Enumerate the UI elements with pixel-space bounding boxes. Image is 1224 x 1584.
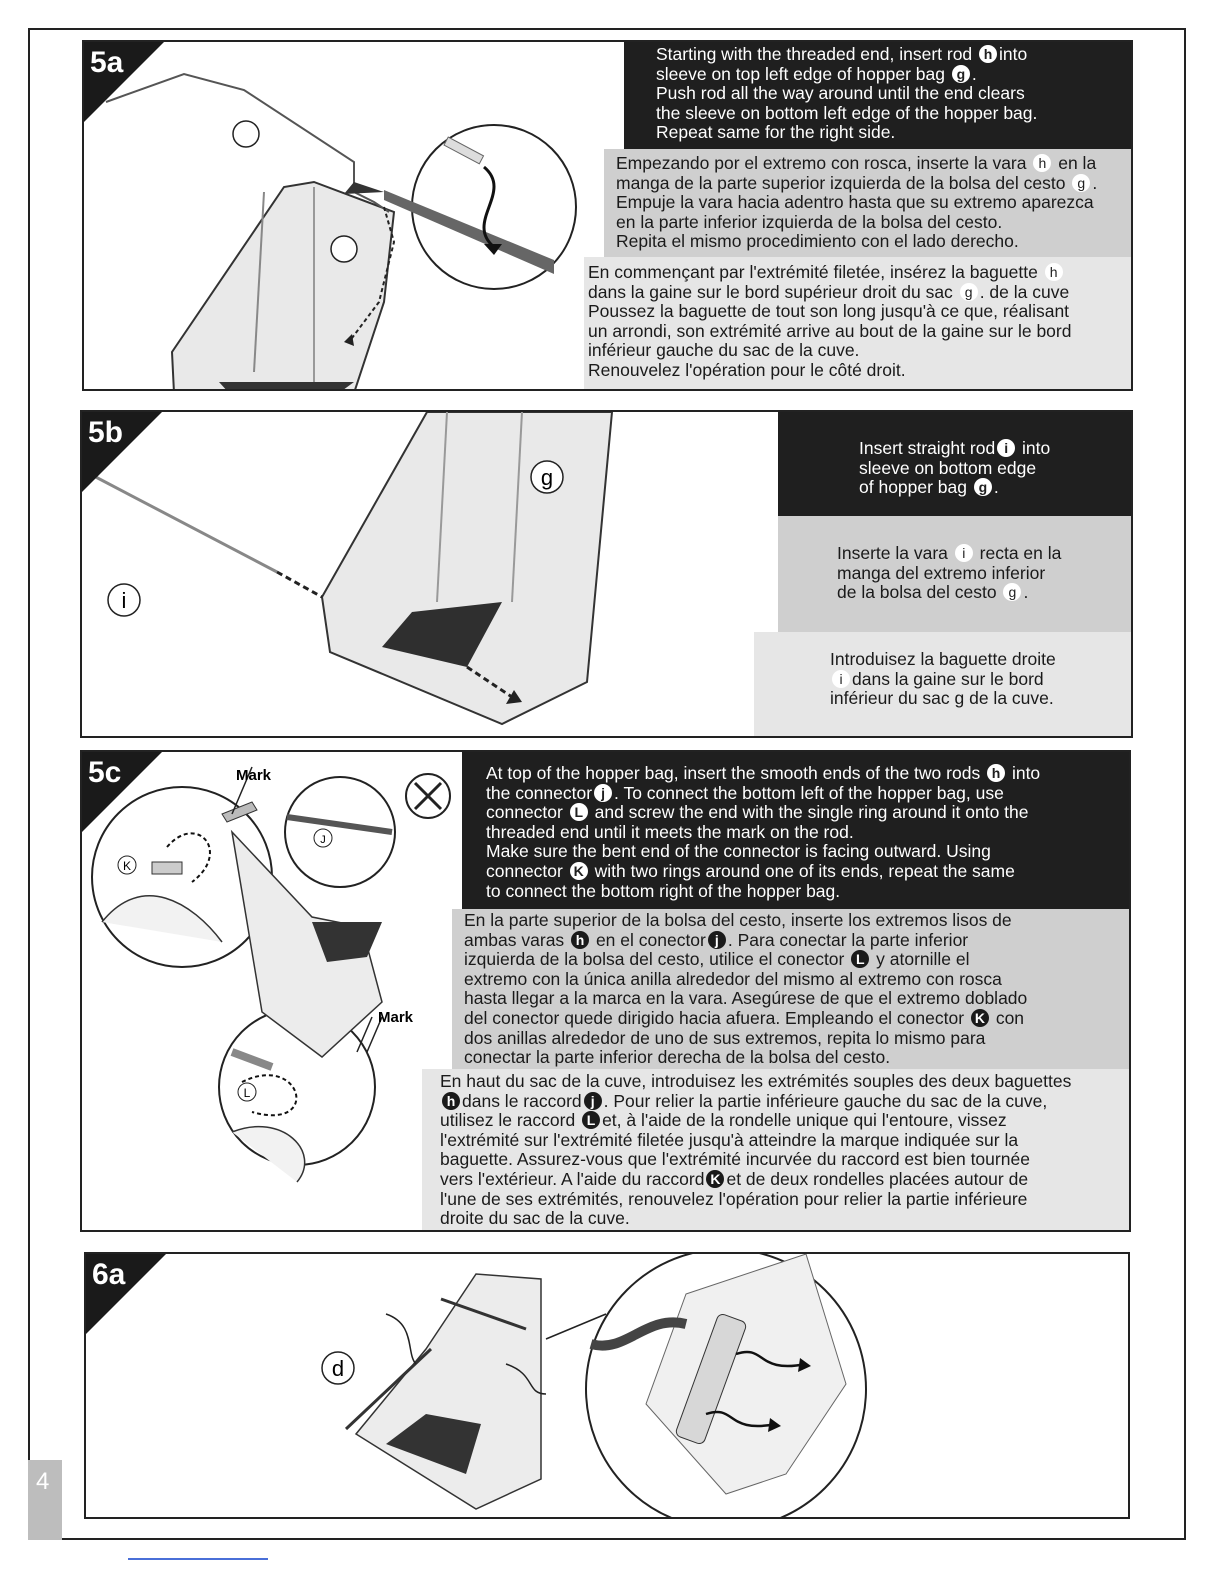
mark-label-top: Mark — [236, 767, 272, 784]
step-5c-label: 5c — [88, 756, 122, 789]
callout-circle-top — [233, 121, 259, 147]
step-5a-text-en: Starting with the threaded end, insert rod h into sleeve on top left edge of hopper bag g . Push rod all the way around until the end clears the sleeve on bottom left edge of the hopper bag. Repeat same for the right side. — [624, 42, 1133, 149]
step-5c-text-es: En la parte superior de la bolsa del cesto, inserte los extremos lisos de ambas varas h en el conector j . Para conectar la parte inferior izquierda de la bolsa del cesto, utilice el conector L y atornille el extremo con la única anilla alrededor del mismo al extremo con rosca hasta llegar a la marca en la vara. Asegúrese de que el extremo doblado del conector quede dirigido hacia afuera. Empleando el conector K con dos anillas alrededor de uno de sus extremos, repita lo mismo para conectar la parte inferior derecha de la bolsa del cesto. — [452, 909, 1131, 1069]
step-5b-label: 5b — [88, 416, 124, 449]
step-6a-illustration — [86, 1254, 1130, 1519]
callout-circle-bag — [331, 236, 357, 262]
bag-g-badge: g — [952, 65, 970, 83]
mark-label-bottom: Mark — [378, 1009, 414, 1026]
step-5a-text-es: Empezando por el extremo con rosca, inserte la vara h en la manga de la parte superior izquierda de la bolsa del cesto g . Empuje la vara hacia adentro hasta que su extremo aparezca en la parte inferior izquierda de la bolsa del cesto. Repita el mismo procedimiento con el lado derecho. — [604, 149, 1133, 257]
callout-l-label: L — [243, 1086, 251, 1100]
rod-h-badge: h — [979, 45, 997, 63]
step-5b-text-fr: Introduisez la baguette droite i dans la gaine sur le bord inférieur du sac g de la cuve. — [754, 632, 1133, 738]
callout-j-label: J — [320, 834, 326, 846]
step-6a-panel — [84, 1252, 1130, 1519]
step-5b-text-es: Inserte la vara i recta en la manga del extremo inferior de la bolsa del cesto g . — [778, 516, 1133, 632]
footer-rule — [128, 1558, 268, 1560]
page-number: 4 — [36, 1468, 50, 1495]
callout-i-label: i — [121, 588, 127, 613]
step-5c-text-en: At top of the hopper bag, insert the smooth ends of the two rods h into the connector j . To connect the bottom left of the hopper bag, use connector L and screw the end with the single ring around it onto the threaded end until it meets the mark on the rod. Make sure the bent end of the connector is facing outward. Using connector K with two rings around one of its ends, repeat the same to connect the bottom right of the hopper bag. — [462, 752, 1131, 909]
step-5a-text-fr: En commençant par l'extrémité filetée, insérez la baguette h dans la gaine sur le bord supérieur droit du sac g . de la cuve Poussez la baguette de tout son long jusqu'à ce que, réalisant un arrondi, son extrémité arrive au bout de la gaine sur le bord inférieur gauche du sac de la cuve. Renouvelez l'opération pour le côté droit. — [584, 257, 1133, 391]
step-5a-label: 5a — [90, 46, 124, 79]
callout-d-label: d — [331, 1356, 345, 1381]
step-5a-panel — [82, 40, 1133, 391]
step-5c-text-fr: En haut du sac de la cuve, introduisez les extrémités souples des deux baguettes h dans le raccord j . Pour relier la partie inférieure gauche du sac de la cuve, utilisez le raccord L et, à l'aide de la rondelle unique qui l'entoure, vissez l'extrémité sur l'extrémité filetée jusqu'à atteindre la marque indiquée sur la baguette. Assurez-vous que l'extrémité incurvée du raccord est bien tournée vers l'extérieur. A l'aide du raccord K et de deux rondelles placées autour de l'une de ses extrémités, renouvelez l'opération pour relier la partie inférieure droite du sac de la cuve. — [422, 1069, 1131, 1232]
step-5b-text-en: Insert straight rod i into sleeve on bottom edge of hopper bag g . — [778, 412, 1133, 516]
step-6a-label: 6a — [92, 1258, 126, 1291]
step-5b-panel — [80, 410, 1133, 738]
step-5c-panel — [80, 750, 1131, 1232]
callout-g-label: g — [540, 465, 554, 490]
callout-k-label: K — [122, 859, 132, 873]
